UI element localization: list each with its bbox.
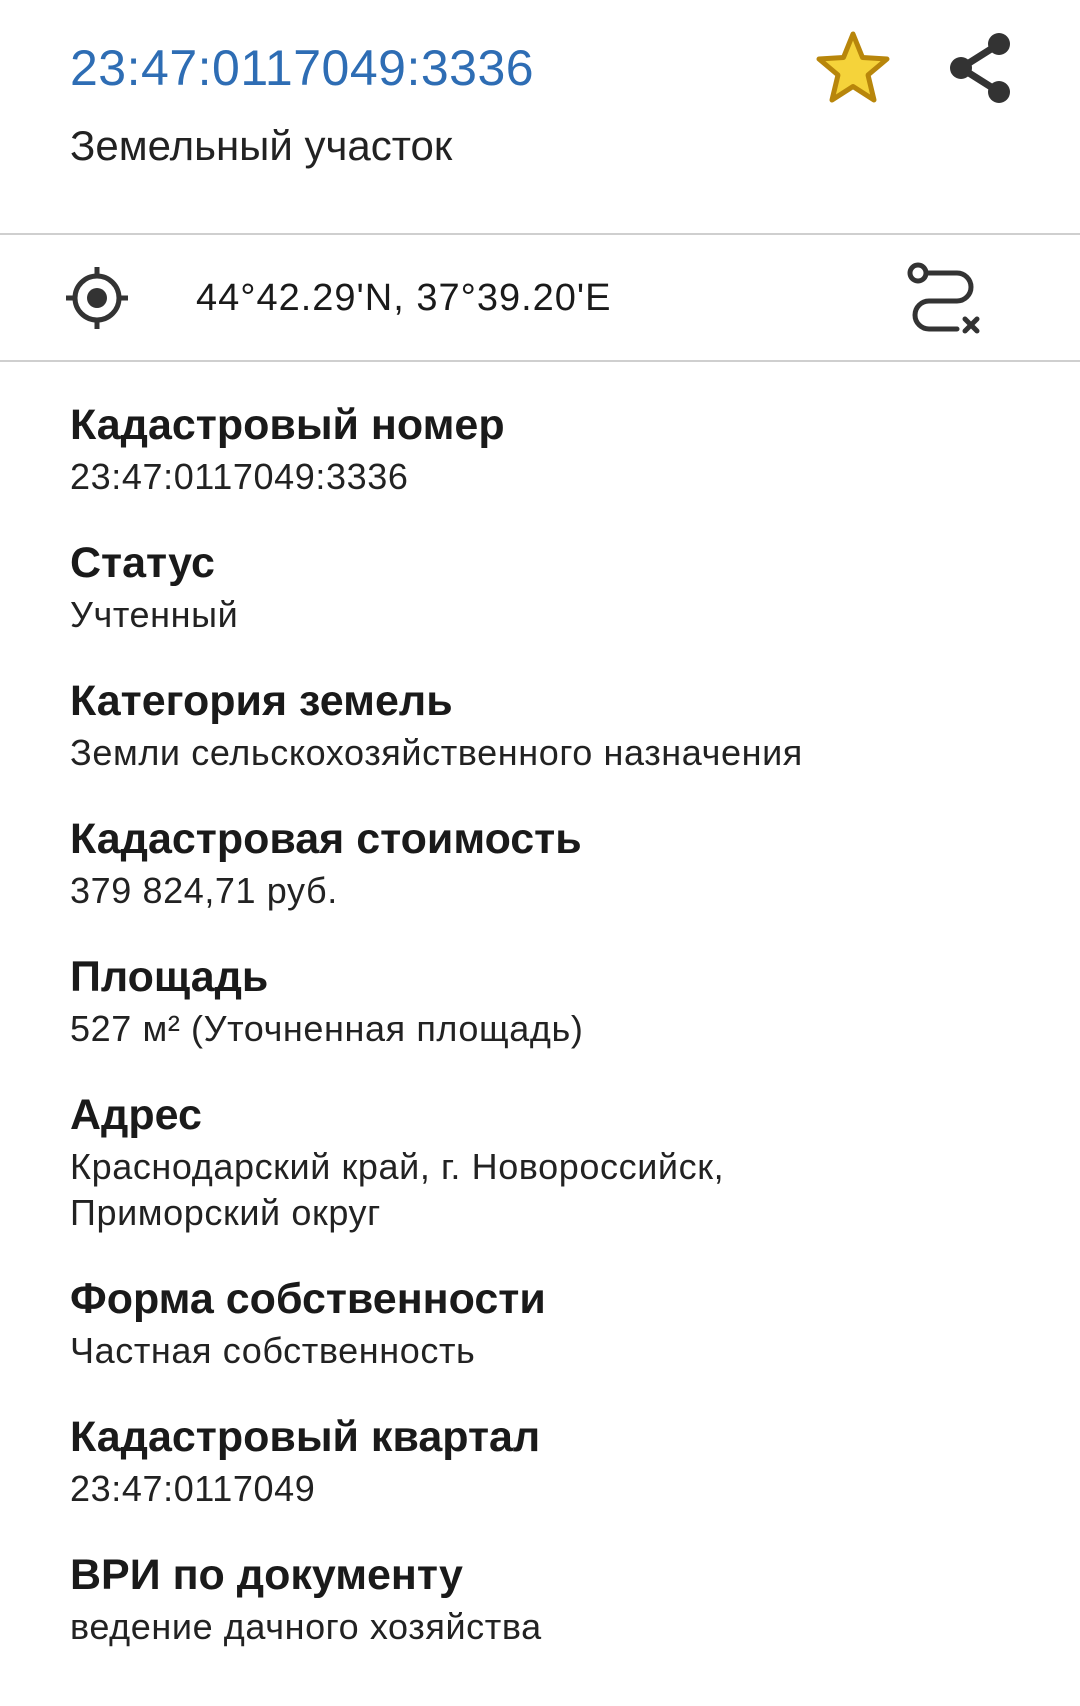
- property-label: Кадастровая стоимость: [70, 815, 582, 863]
- object-type: Земельный участок: [70, 122, 453, 169]
- coordinates-text[interactable]: 44°42.29'N, 37°39.20'E: [196, 277, 612, 319]
- property-value: Учтенный: [70, 594, 239, 635]
- property-value[interactable]: 23:47:0117049: [70, 1468, 316, 1509]
- property-status: [70, 538, 1050, 638]
- property-ownership: [70, 1274, 1050, 1374]
- property-label: ВРИ по документу: [70, 1551, 463, 1599]
- property-label: Площадь: [70, 953, 269, 1001]
- object-header: [0, 0, 1080, 235]
- property-label: Категория земель: [70, 677, 453, 725]
- share-icon[interactable]: [945, 30, 1015, 106]
- property-area: [70, 952, 1050, 1052]
- property-label: Статус: [70, 539, 215, 587]
- property-permitted-use: [70, 1550, 1050, 1650]
- property-label: Форма собственности: [70, 1275, 546, 1323]
- property-value: 527 м² (Уточненная площадь): [70, 1008, 584, 1049]
- coordinates-row: [0, 237, 1080, 361]
- property-address: [70, 1090, 1050, 1236]
- divider-top: [0, 233, 1080, 235]
- property-land-category: [70, 676, 1050, 776]
- property-cadastral-number: [70, 400, 1050, 500]
- property-cadastral-quarter: [70, 1412, 1050, 1512]
- divider-coords: [0, 360, 1080, 362]
- property-value: ведение дачного хозяйства: [70, 1606, 542, 1647]
- route-icon[interactable]: [905, 259, 985, 339]
- property-value-line2: Приморский округ: [70, 1192, 381, 1233]
- cadastral-number-title[interactable]: 23:47:0117049:3336: [70, 40, 535, 96]
- property-value: 379 824,71 руб.: [70, 870, 338, 911]
- property-label: Адрес: [70, 1091, 202, 1139]
- property-value: Частная собственность: [70, 1330, 476, 1371]
- property-value[interactable]: 23:47:0117049:3336: [70, 456, 409, 497]
- favorite-star-icon[interactable]: [813, 28, 893, 108]
- property-cadastral-value: [70, 814, 1050, 914]
- property-value: Краснодарский край, г. Новороссийск,: [70, 1146, 725, 1187]
- property-label: Кадастровый номер: [70, 401, 505, 449]
- property-value: Земли сельскохозяйственного назначения: [70, 732, 803, 773]
- properties-list: [70, 400, 1050, 1688]
- property-label: Кадастровый квартал: [70, 1413, 541, 1461]
- locate-target-icon[interactable]: [64, 265, 130, 331]
